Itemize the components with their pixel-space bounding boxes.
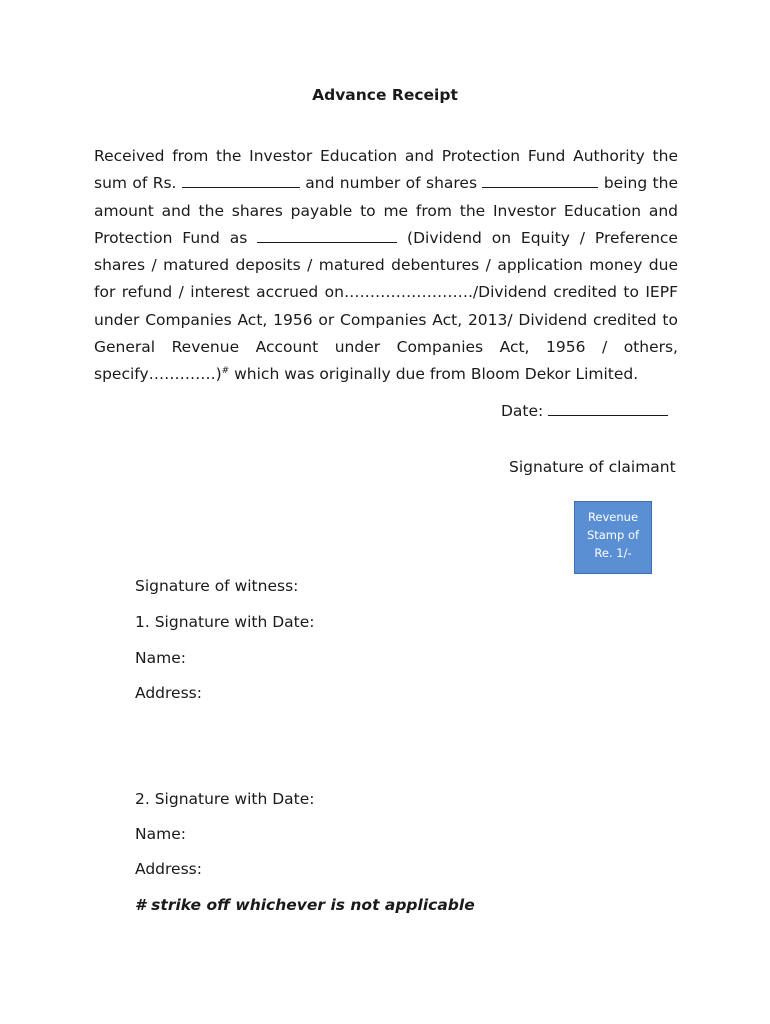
signature-claimant: Signature of claimant <box>509 458 676 476</box>
stamp-line-2: Stamp of <box>586 528 640 542</box>
strike-off-note: # strike off whichever is not applicable <box>135 896 475 914</box>
witness-1-name: Name: <box>135 649 186 667</box>
date-label: Date: <box>501 402 544 420</box>
date-row <box>501 401 668 420</box>
body-text-1: Received from the Investor Education and Protection Fund Authority the sum of Rs. <box>94 147 678 193</box>
witness-1-signature: 1. Signature with Date: <box>135 613 315 631</box>
stamp-line-3: Re. 1/- <box>594 546 632 560</box>
footnote-mark: # <box>221 366 230 377</box>
amount-blank[interactable] <box>182 173 300 188</box>
receipt-body <box>94 143 678 389</box>
body-text-2: and number of shares <box>305 174 478 193</box>
witness-2-signature: 2. Signature with Date: <box>135 790 315 808</box>
date-blank[interactable] <box>548 401 668 416</box>
witness-2-name: Name: <box>135 825 186 843</box>
as-blank[interactable] <box>257 228 397 243</box>
body-text-3: being the amount and the shares payable to me from the Investor Education and Protection Fund as <box>94 174 678 247</box>
revenue-stamp-box <box>574 501 652 574</box>
witness-heading: Signature of witness: <box>135 577 299 595</box>
witness-1-address: Address: <box>135 684 202 702</box>
body-text-4: (Dividend on Equity / Preference shares / matured deposits / matured debentures / application money due for refund / interest accrued on……………………./Dividend credited to IEPF under Companies Act, 1956 or Companies Act, 2013/ Dividend credited to General Revenue Account under Companies Act, 1956 / others, specify………….) <box>94 228 678 384</box>
shares-blank[interactable] <box>482 173 598 188</box>
witness-2-address: Address: <box>135 860 202 878</box>
page-title: Advance Receipt <box>312 86 458 104</box>
body-text-5: which was originally due from Bloom Dekor Limited. <box>234 365 639 384</box>
stamp-line-1: Revenue <box>587 510 639 524</box>
